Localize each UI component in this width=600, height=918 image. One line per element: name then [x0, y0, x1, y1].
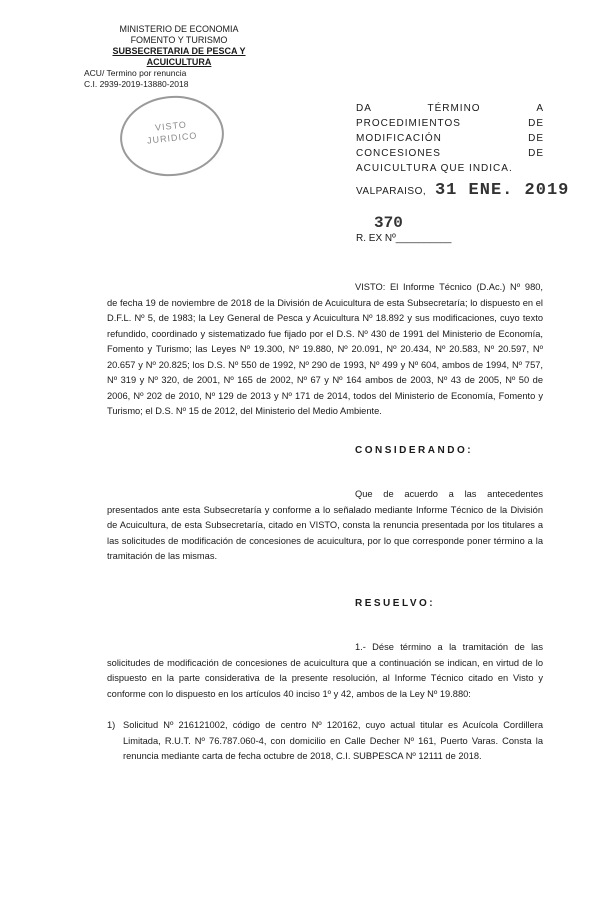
- date-city: VALPARAISO,: [356, 186, 427, 197]
- list-item-number: 1): [107, 720, 116, 730]
- resolution-subject: DA TÉRMINO A PROCEDIMIENTOS DE MODIFICACIÓN DE CONCESIONES DE ACUICULTURA QUE INDICA.: [356, 103, 544, 174]
- date-line: [356, 181, 569, 200]
- date-stamp: 31 ENE. 2019: [434, 181, 570, 200]
- resolution-label: R. EX Nº__________: [356, 233, 452, 244]
- ministry-header: [84, 24, 274, 90]
- stamp-line-juridico: JURIDICO: [146, 130, 198, 146]
- header-line-ministry: MINISTERIO DE ECONOMIA: [119, 24, 239, 34]
- header-line-fomento: FOMENTO Y TURISMO: [130, 35, 228, 45]
- considerando-heading: CONSIDERANDO:: [355, 445, 474, 456]
- resolution-number-block: [356, 214, 452, 244]
- considerando-paragraph: Que de acuerdo a las antecedentes presentados ante esta Subsecretaría y conforme a lo señalado mediante Informe Técnico de la División de Acuicultura, de esta Subsecretaría, citado en VISTO, consta la renuncia presentada por los titulares a las solicitudes de modificación de concesiones de acuicultura, por lo que corresponde poner término a la tramitación de las mismas.: [107, 489, 543, 561]
- header-line-ci: C.I. 2939-2019-13880-2018: [84, 79, 189, 89]
- resuelvo-paragraph-1: 1.- Dése término a la tramitación de las solicitudes de modificación de concesiones de acuicultura que a continuación se indican, en virtud de lo dispuesto en la parte considerativa de la presente resolución, al Informe Técnico citado en Visto y conforme con lo dispuesto en los artículos 40 inciso 1º y 42, ambos de la Ley Nº 19.880:: [107, 642, 543, 699]
- header-line-subsecretaria: SUBSECRETARIA DE PESCA Y ACUICULTURA: [112, 46, 246, 67]
- list-item: [107, 718, 543, 765]
- stamp-line-visto: VISTO: [154, 119, 188, 133]
- visto-paragraph: VISTO: El Informe Técnico (D.Ac.) Nº 980, de fecha 19 de noviembre de 2018 de la División de Acuicultura de esta Subsecretaría; lo dispuesto en el D.F.L. Nº 5, de 1983; la Ley General de Pesca y Acuicultura Nº 18.892 y sus modificaciones, cuyo texto refundido, coordinado y sistematizado fue fijado por el D.S. Nº 430 de 1991 del Ministerio de Economía, Fomento y Turismo; las Leyes Nº 19.300, Nº 19.880, Nº 20.091, Nº 20.434, Nº 20.583, Nº 20.597, Nº 20.657 y Nº 20.825; los D.S. Nº 550 de 1992, Nº 290 de 1993, Nº 499 y Nº 604, ambos de 1994, Nº 757, Nº 319 y Nº 320, de 2001, Nº 165 de 2002, Nº 67 y Nº 164 ambos de 2003, Nº 43 de 2005, Nº 50 de 2006, Nº 202 de 2010, Nº 129 de 2013 y Nº 171 de 2014, todos del Ministerio de Economía, Fomento y Turismo; el D.S. Nº 15 de 2012, del Ministerio del Medio Ambiente.: [107, 282, 543, 416]
- visto-juridico-stamp: [116, 91, 228, 181]
- resuelvo-heading: RESUELVO:: [355, 598, 436, 609]
- header-line-reference: ACU/ Termino por renuncia: [84, 68, 187, 78]
- resolution-number: 370: [374, 214, 403, 232]
- list-item-text: Solicitud Nº 216121002, código de centro Nº 120162, cuyo actual titular es Acuícola Cordillera Limitada, R.U.T. Nº 76.787.060-4, con domicilio en Calle Decher Nº 161, Puerto Varas. Consta la renuncia mediante carta de fecha octubre de 2018, C.I. SUBPESCA Nº 12111 de 2018.: [123, 720, 543, 761]
